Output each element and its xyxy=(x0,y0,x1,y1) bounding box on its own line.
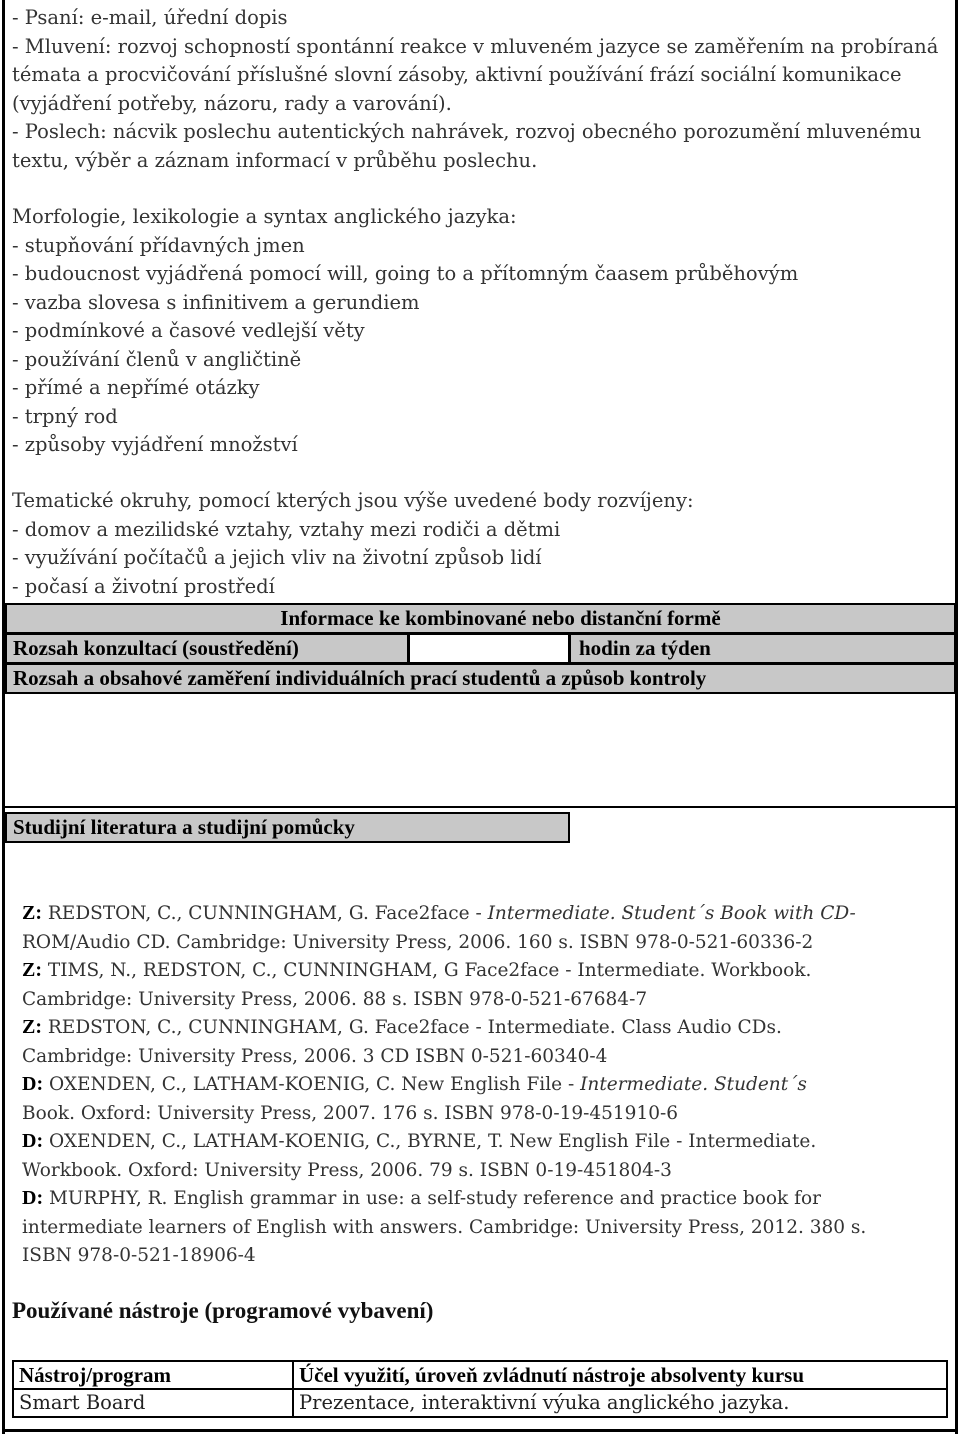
literature-text: Cambridge: University Press, 2006. 3 CD ISBN 0-521-60340-4 xyxy=(22,1045,608,1067)
literature-prefix: Z: xyxy=(22,1016,42,1038)
literature-prefix: Z: xyxy=(22,902,42,924)
individual-work-label: Rozsah a obsahové zaměření individuálních prací studentů a způsob kontroly xyxy=(5,663,956,694)
literature-prefix: D: xyxy=(22,1130,44,1152)
literature-text: Cambridge: University Press, 2006. 88 s. ISBN 978-0-521-67684-7 xyxy=(22,988,648,1010)
grammar-item: - budoucnost vyjádřená pomocí will, going to a přítomným čaasem průběhovým xyxy=(12,262,799,285)
literature-text: ISBN 978-0-521-18906-4 xyxy=(22,1245,256,1266)
grammar-section xyxy=(12,203,798,460)
literature-line xyxy=(22,1241,942,1270)
literature-prefix: D: xyxy=(22,1187,44,1209)
literature-line xyxy=(22,1127,942,1156)
intro-line: témata a procvičování příslušné slovní zásoby, aktivní používání frází sociální komunikace xyxy=(12,63,902,86)
literature-line xyxy=(22,928,942,957)
consultation-label: Rozsah konzultací (soustředění) xyxy=(5,633,409,664)
literature-italic: Intermediate. Student´s xyxy=(580,1074,807,1095)
literature-text: MURPHY, R. English grammar in use: a self-study reference and practice book for xyxy=(43,1188,821,1209)
literature-list xyxy=(22,899,942,1270)
frame-right-border xyxy=(955,0,958,1434)
intro-line: textu, výběr a záznam informací v průběhu poslechu. xyxy=(12,148,538,172)
literature-line xyxy=(22,1042,942,1071)
literature-text: OXENDEN, C., LATHAM-KOENIG, C., BYRNE, T. New English File - Intermediate. xyxy=(43,1131,817,1152)
individual-work-value-area xyxy=(5,694,955,806)
literature-line xyxy=(22,899,942,928)
topics-item: - počasí a životní prostředí xyxy=(12,574,275,598)
literature-text: REDSTON, C., CUNNINGHAM, G. Face2face - Intermediate. Class Audio CDs. xyxy=(42,1017,782,1038)
form-info-title: Informace ke kombinované nebo distanční formě xyxy=(5,603,956,634)
literature-text: ROM/Audio CD. Cambridge: University Press, 2006. 160 s. ISBN 978-0-521-60336-2 xyxy=(22,931,814,953)
literature-prefix: Z: xyxy=(22,959,42,981)
literature-line xyxy=(22,956,942,985)
grammar-item: - podmínkové a časové vedlejší věty xyxy=(12,319,365,342)
literature-text: Workbook. Oxford: University Press, 2006. 79 s. ISBN 0-19-451804-3 xyxy=(22,1159,672,1181)
grammar-heading: Morfologie, lexikologie a syntax anglického jazyka: xyxy=(12,205,517,228)
intro-line: - Mluvení: rozvoj schopností spontánní reakce v mluveném jazyce se zaměřením na probíraná xyxy=(12,34,939,58)
hours-per-week-label: hodin za týden xyxy=(569,633,956,664)
literature-text: TIMS, N., REDSTON, C., CUNNINGHAM, G Face2face - Intermediate. Workbook. xyxy=(42,960,812,981)
grammar-item: - způsoby vyjádření množství xyxy=(12,433,298,456)
literature-divider xyxy=(5,806,956,808)
tool-name-cell: Smart Board xyxy=(13,1389,293,1417)
frame-bottom-border xyxy=(2,1429,958,1432)
literature-text: OXENDEN, C., LATHAM-KOENIG, C. New English File - xyxy=(43,1074,581,1095)
table-row xyxy=(13,1389,947,1417)
tools-col1-header: Nástroj/program xyxy=(13,1361,293,1389)
literature-text: intermediate learners of English with answers. Cambridge: University Press, 2012. 380 s. xyxy=(22,1216,867,1238)
literature-text: REDSTON, C., CUNNINGHAM, G. Face2face - xyxy=(42,903,488,924)
topics-heading: Tematické okruhy, pomocí kterých jsou výše uvedené body rozvíjeny: xyxy=(12,489,694,512)
literature-italic: Intermediate. Student´s Book with CD- xyxy=(487,903,856,924)
topics-section xyxy=(12,487,694,601)
literature-line xyxy=(22,985,942,1014)
literature-line xyxy=(22,1156,942,1185)
grammar-item: - stupňování přídavných jmen xyxy=(12,233,305,257)
literature-line xyxy=(22,1184,942,1213)
tools-col2-header: Účel využití, úroveň zvládnutí nástroje absolventy kursu xyxy=(293,1361,947,1389)
grammar-item: - trpný rod xyxy=(12,404,118,428)
topics-item: - domov a mezilidské vztahy, vztahy mezi rodiči a dětmi xyxy=(12,517,561,541)
literature-line xyxy=(22,1070,942,1099)
tools-heading: Používané nástroje (programové vybavení) xyxy=(12,1298,434,1323)
intro-line: (vyjádření potřeby, názoru, rady a varování). xyxy=(12,91,452,115)
literature-prefix: D: xyxy=(22,1073,44,1095)
tools-table xyxy=(12,1360,948,1418)
tools-header-row xyxy=(13,1361,947,1389)
literature-title: Studijní literatura a studijní pomůcky xyxy=(5,812,570,843)
literature-line xyxy=(22,1013,942,1042)
intro-text xyxy=(12,4,938,175)
grammar-item: - používání členů v angličtině xyxy=(12,347,302,371)
grammar-item: - vazba slovesa s infinitivem a gerundiem xyxy=(12,290,420,314)
grammar-item: - přímé a nepřímé otázky xyxy=(12,376,260,399)
intro-line: - Psaní: e-mail, úřední dopis xyxy=(12,6,288,29)
literature-line xyxy=(22,1213,942,1242)
tool-purpose-cell: Prezentace, interaktivní výuka anglického jazyka. xyxy=(293,1389,947,1417)
literature-text: Book. Oxford: University Press, 2007. 176 s. ISBN 978-0-19-451910-6 xyxy=(22,1102,679,1124)
consultation-value-field[interactable] xyxy=(408,633,570,664)
topics-item: - využívání počítačů a jejich vliv na životní způsob lidí xyxy=(12,546,542,569)
literature-line xyxy=(22,1099,942,1128)
intro-line: - Poslech: nácvik poslechu autentických nahrávek, rozvoj obecného porozumění mluvenému xyxy=(12,120,922,143)
